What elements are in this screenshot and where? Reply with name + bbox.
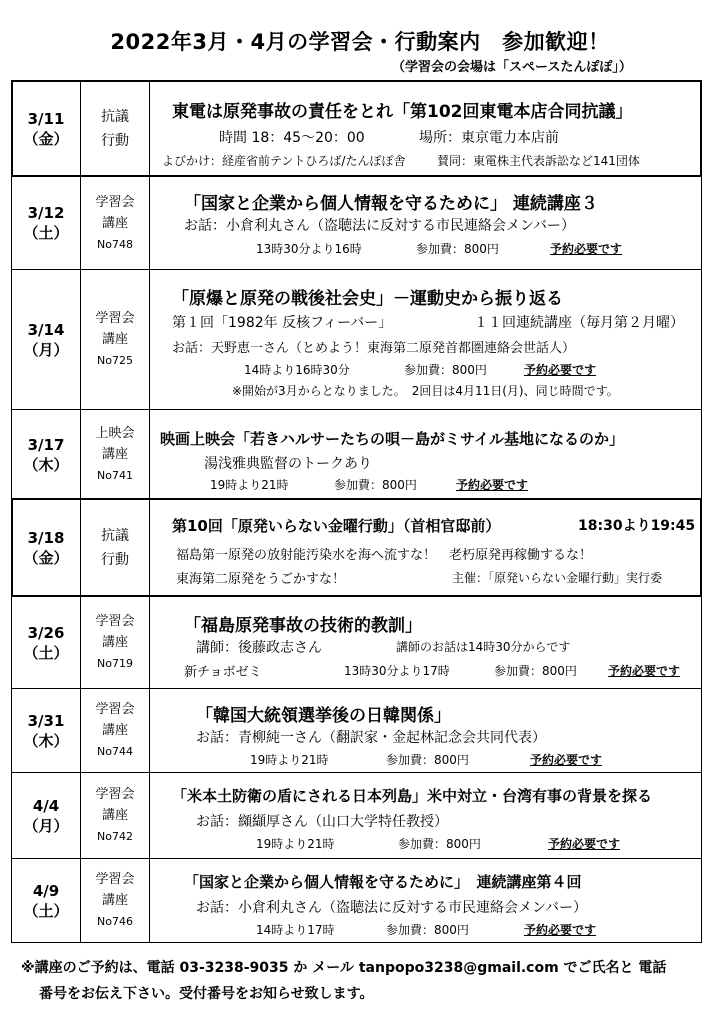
- event-subtitle: 第１回「1982年 反核フィーバー」: [172, 315, 393, 331]
- event-title: 「福島原発事故の技術的教訓」: [184, 616, 422, 636]
- event-organizer: 主催：「原発いらない金曜行動」実行委: [452, 571, 663, 585]
- event-type: 学習会 講座 No744: [95, 702, 135, 758]
- event-time: 14時より16時30分: [244, 363, 350, 377]
- event-speaker: お話：小倉利丸さん（盗聴法に反対する市民連絡会メンバー）: [196, 900, 588, 916]
- event-time: 19時より21時: [210, 478, 289, 492]
- event-date: 4/4 （月）: [23, 796, 69, 835]
- event-row: [12, 176, 701, 269]
- event-slogan: 東海第二原発をうごかすな！: [176, 572, 346, 587]
- event-date: 3/12 （土）: [23, 204, 69, 242]
- event-time: 13時30分より16時: [256, 242, 362, 256]
- event-title: 第10回「原発いらない金曜行動」（首相官邸前）: [172, 517, 501, 535]
- page-title: 2022年3月・4月の学習会・行動案内 参加歓迎！: [110, 30, 610, 54]
- footer-line: ※講座のご予約は、電話 03-3238-9035 か メール tanpopo3238@gmail.com でご氏名と 電話: [21, 960, 667, 976]
- schedule-table: [11, 80, 702, 943]
- reservation-note: 予約必要です: [524, 923, 597, 937]
- event-title: 「韓国大統領選挙後の日韓関係」: [196, 706, 451, 726]
- event-slogan: 福島第一原発の放射能汚染水を海へ流すな！ 老朽原発再稼働するな！: [176, 548, 593, 563]
- footer-line: 番号をお伝え下さい。受付番号をお知らせ致します。: [39, 986, 374, 1002]
- event-note: ※開始が3月からとなりました。 2回目は4月11日(月)、同じ時間です。: [232, 384, 619, 398]
- event-date: 3/31 （木）: [23, 711, 69, 750]
- event-type: 抗議 行動: [101, 527, 129, 568]
- event-fee: 参加費：800円: [416, 242, 499, 256]
- event-note: 講師のお話は14時30分からです: [396, 640, 571, 654]
- page-subtitle: （学習会の会場は「スペースたんぽぽ」）: [392, 60, 632, 75]
- event-type: 学習会 講座 No748: [95, 194, 135, 251]
- event-time: 19時より21時: [256, 837, 335, 851]
- event-time: 19時より21時: [250, 753, 329, 767]
- event-series: １１回連続講座（毎月第２月曜）: [474, 315, 684, 331]
- event-type: 上映会 講座 No741: [95, 426, 135, 482]
- event-row: [12, 772, 701, 858]
- event-type: 学習会 講座 No746: [95, 872, 135, 928]
- reservation-note: 予約必要です: [608, 664, 681, 678]
- event-series: 新チョボゼミ: [184, 665, 262, 680]
- event-time: 14時より17時: [256, 923, 335, 937]
- reservation-note: 予約必要です: [530, 753, 603, 767]
- event-row: [12, 858, 701, 942]
- event-speaker: お話：小倉利丸さん（盗聴法に反対する市民連絡会メンバー）: [184, 218, 576, 234]
- reservation-note: 予約必要です: [524, 363, 597, 377]
- event-type: 抗議 行動: [101, 108, 129, 149]
- event-speaker: お話：天野恵一さん（とめよう！東海第二原発首都圏連絡会世話人）: [172, 341, 576, 356]
- event-time: 13時30分より17時: [344, 664, 450, 678]
- event-fee: 参加費：800円: [494, 664, 577, 678]
- event-fee: 参加費：800円: [334, 478, 417, 492]
- event-row: [12, 269, 701, 409]
- event-type: 学習会 講座 No742: [95, 787, 135, 843]
- reservation-note: 予約必要です: [548, 837, 621, 851]
- event-row: [12, 596, 701, 688]
- event-title: 「国家と企業から個人情報を守るために」 連続講座第４回: [184, 873, 582, 891]
- event-row: [12, 409, 701, 499]
- event-title: 映画上映会「若きハルサーたちの唄－島がミサイル基地になるのか」: [160, 430, 624, 448]
- event-title: 「米本土防衛の盾にされる日本列島」米中対立・台湾有事の背景を探る: [172, 787, 653, 805]
- event-talk: 湯浅雅典監督のトークあり: [204, 456, 372, 472]
- event-time: 時間 18：45〜20：00: [219, 130, 365, 146]
- event-type: 学習会 講座 No719: [95, 614, 135, 670]
- event-speaker: お話：青柳純一さん（翻訳家・金起林記念会共同代表）: [196, 730, 546, 746]
- event-supporters: 賛同：東電株主代表訴訟など141団体: [437, 154, 640, 168]
- event-venue: 場所：東京電力本店前: [419, 130, 559, 146]
- event-fee: 参加費：800円: [404, 363, 487, 377]
- event-date: 3/11 （金）: [23, 109, 69, 148]
- event-fee: 参加費：800円: [398, 837, 481, 851]
- event-fee: 参加費：800円: [386, 923, 469, 937]
- event-organizer: よびかけ：経産省前テントひろば/たんぽぽ舎: [162, 154, 406, 168]
- event-date: 3/14 （月）: [23, 320, 69, 359]
- event-row: [12, 499, 701, 596]
- event-date: 3/26 （土）: [23, 623, 69, 662]
- event-row: [12, 688, 701, 772]
- reservation-note: 予約必要です: [550, 242, 623, 256]
- event-type: 学習会 講座 No725: [95, 311, 135, 367]
- event-row: [12, 81, 701, 176]
- event-title: 「原爆と原発の戦後社会史」－運動史から振り返る: [172, 289, 563, 309]
- event-title: 東電は原発事故の責任をとれ「第102回東電本店合同抗議」: [172, 102, 633, 122]
- event-time: 18:30より19:45: [578, 518, 696, 534]
- event-speaker: お話：纐纈厚さん（山口大学特任教授）: [196, 814, 448, 830]
- reservation-note: 予約必要です: [456, 478, 529, 492]
- event-date: 4/9 （土）: [23, 881, 69, 920]
- event-fee: 参加費：800円: [386, 753, 469, 767]
- event-speaker: 講師：後藤政志さん: [196, 640, 322, 656]
- event-date: 3/17 （木）: [23, 435, 69, 474]
- event-date: 3/18 （金）: [23, 528, 69, 567]
- event-title: 「国家と企業から個人情報を守るために」 連続講座３: [184, 194, 598, 214]
- reservation-footer: [21, 955, 666, 1007]
